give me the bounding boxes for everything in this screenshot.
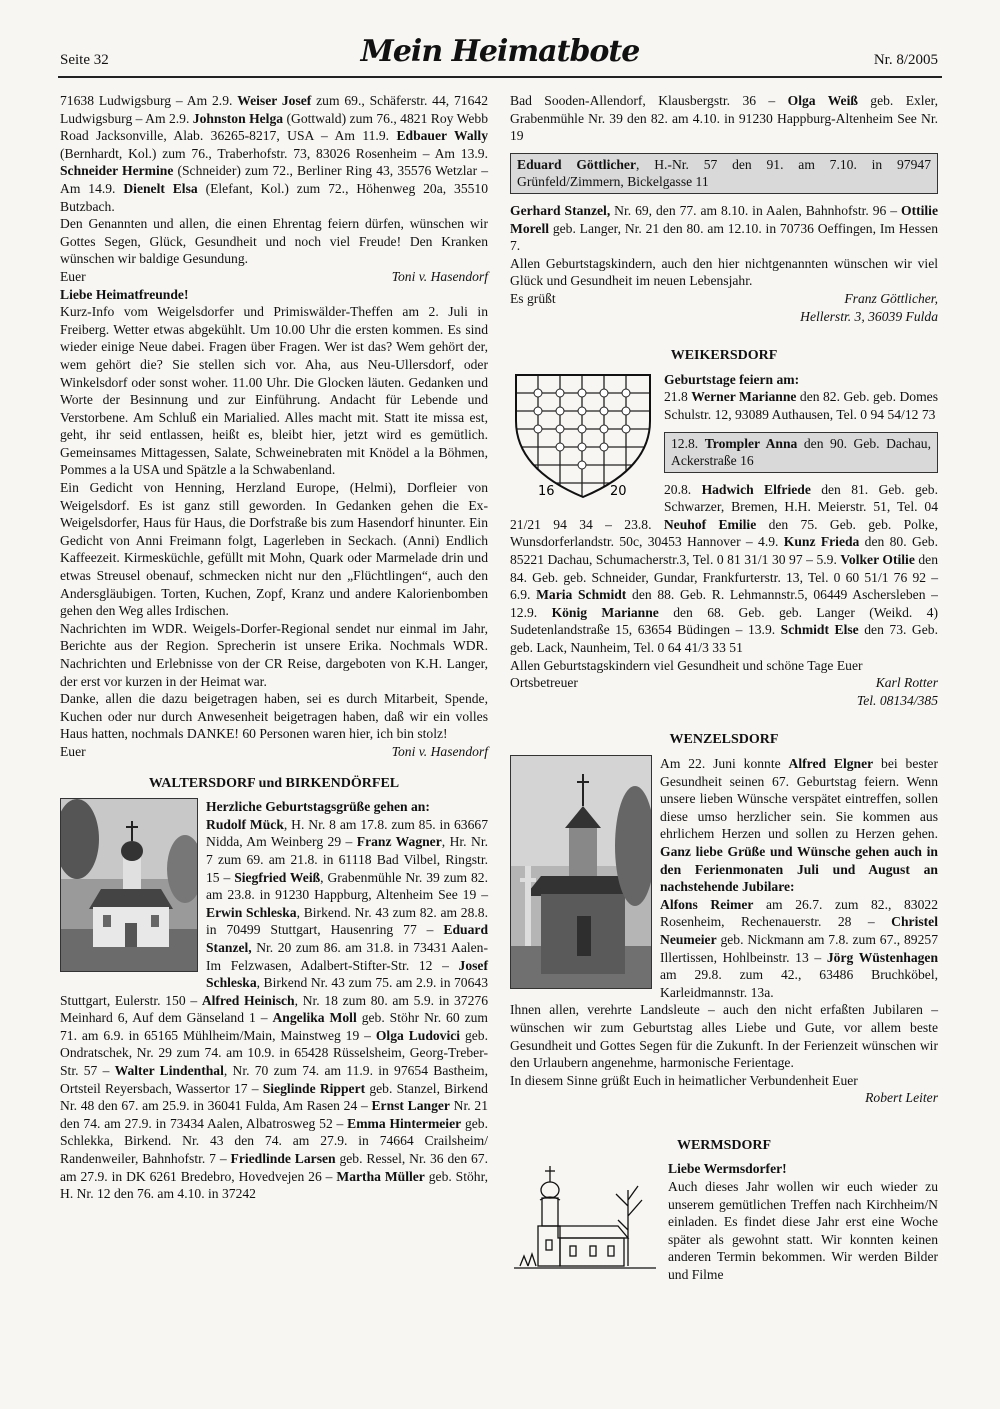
birthday-paragraph: Gerhard Stanzel, Nr. 69, den 77. am 8.10. in Aalen, Bahnhofstr. 96 – Ottilie Morell geb. Langer, Nr. 21 den 80. am 12.10. in 70736 Oeffingen, Im Hessen 7.	[510, 202, 938, 254]
church-sketch	[510, 1160, 660, 1280]
highlight-box: Eduard Göttlicher, H.-Nr. 57 den 91. am 7.10. in 97947 Grünfeld/Zimmern, Bickelgasse 11	[510, 153, 938, 194]
section-title-weikersdorf: WEIKERSDORF	[670, 348, 778, 364]
shield-icon	[510, 371, 656, 501]
page-number: Seite 32	[60, 52, 109, 68]
masthead-title: Mein Heimatbote	[360, 34, 640, 69]
waltersdorf-birthdays: Herzliche Geburtstagsgrüße gehen an: Rudolf Mück, H. Nr. 8 am 17.8. zum 85. in 63667 Nidda, Am Weinberg 29 – Franz Wagner, Hr. Nr. 7 zum 69. am 21.8. in 61118 Bad Vilbel, Ringstr. 15 – Siegfried Weiß, Grabenmühle Nr. 39 zum 82. am 23.8. in 91230 Happburg, Altenheim See 19 – Erwin Schleska, Birkend. Nr. 43 zum 82. am 28.8. in 70499 Stuttgart, Hausenring 77 – Eduard Stanzel, Nr. 20 zum 86. am 31.8. in 73431 Aalen-Im Felzwasen, Adalbert-Stifter-Str. 12 – Josef Schleska, Birkend Nr. 43 zum 75. am 2.9. in 70643 Stuttgart, Eulerstr. 150 – Alfred Heinisch, Nr. 18 zum 80. am 5.9. in 37276 Meinhard 6, Auf dem Gänseland 1 – Angelika Moll geb. Stöhr Nr. 60 zum 71. am 6.9. in 65165 Mühlheim/Main, Mainstweg 19 – Olga Ludovici geb. Ondratschek, Nr. 29 zum 74. am 10.9. in 65428 Rüsselsheim, Georg-Treber-Str. 57 – Walter Lindenthal, Nr. 70 zum 74. am 11.9. in 97654 Bastheim, Ortsteil Reyersbach, Wassertor 17 – Sieglinde Rippert geb. Stanzel, Birkend Nr. 48 den 67. am 25.9. in 36041 Fulda, Am Rasen 24 – Ernst Langer Nr. 21 den 74. am 27.9. in 73434 Aalen, Albatrosweg 52 – Emma Hintermeier geb. Schlekka, Birkend. Nr. 43 den 74. am 27.9. in 74664 Crailsheim/ Randenweiler, Bahnhofstr. 7 – Friedlinde Larsen geb. Ressel, Nr. 36 den 67. am 27.9. in DK 6261 Bredebro, Hovedvejen 26 – Martha Müller geb. Stöhr, H. Nr. 12 den 76. am 4.10. in 37242	[60, 799, 489, 1202]
section-title-wermsdorf: WERMSDORF	[676, 1137, 772, 1153]
wenzelsdorf-text: Am 22. Juni konnte Alfred Elgner bei bester Gesundheit seinen 67. Geburtstag feiern. Wenn unsere lieben Wünsche verspätet eintreffen, sollen diese umso herzlicher sein. Sie kommen aus ehrlichem Herzen und sollen zu Herzen gehen. Ganz liebe Grüße und Wünsche gehen auch in den Ferienmonaten Juli und August an nachstehende Jubilare: Alfons Reimer am 26.7. zum 82., 83022 Rosenheim, Rechenauerstr. 28 – Christel Neumeier geb. Nickmann am 7.8. zum 67., 89257 Illertissen, Hohlbeinstr. 13 – Jörg Wüstenhagen am 29.8. zum 42., 63486 Bruchköbel, Karleidmannstr. 13a.	[660, 756, 939, 1000]
weikersdorf-intro: Geburtstage feiern am: 21.8 Werner Marianne den 82. Geb. geb. Domes Schulstr. 12, 93089 Authausen, Tel. 0 94 54/12 73	[664, 371, 938, 422]
coat-of-arms	[510, 371, 656, 501]
birthday-continuation: Bad Sooden-Allendorf, Klausbergstr. 36 – Olga Weiß geb. Exler, Grabenmühle Nr. 39 den 82. am 4.10. in 91230 Happburg-Altenheim See Nr. 19	[510, 93, 939, 144]
wenzelsdorf-wishes: Ihnen allen, verehrte Landsleute – auch den nicht erfaßten Jubilaren – wünschen wir zum Geburtstag alles Liebe und Gute, vor allem beste Gesundheit und Gottes Segen für die Zukunft. In der Ferienzeit wünschen wir den Urlaubern angenehme, harmonische Ferientage.	[510, 1002, 938, 1071]
wooden-chapel-image-icon	[511, 756, 651, 988]
article-paragraph: Danke, allen die dazu beigetragen haben, sei es durch Mitarbeit, Spende, Kuchen oder nur durch Anwesenheit beigetragen haben, daß wir ein volles Haus hatten, nochmals DANKE! 60 Personen waren hier, ich bin stolz!	[60, 691, 488, 742]
issue-number: Nr. 8/2005	[873, 52, 938, 68]
article-paragraph: Nachrichten im WDR. Weigels-Dorfer-Regional sendet nur einmal im Jahr, Berichte aus der Region. Sprecherin ist unsere Erika. Nochmals WDR. Nachrichten und Erlebnisse von der CR Reise, dargeboten von K.H. Langer, der erst vor kurzen in der Heimat war.	[60, 620, 488, 689]
birthday-list-paragraph: 71638 Ludwigsburg – Am 2.9. Weiser Josef zum 69., Schäferstr. 44, 71642 Ludwigsburg – Am 2.9. Johnston Helga (Gottwald) zum 76., 4821 Roy Webb Road Jacksonville, Alab. 36265-8217, USA – Am 11.9. Edbauer Wally (Bernhardt, Kol.) zum 76., Traberhofstr. 73, 83026 Rosenheim – Am 13.9. Schneider Hermine (Schneider) zum 72., Berliner Ring 43, 35576 Wetzlar – Am 14.9. Dienelt Elsa (Elefant, Kol.) zum 72., Höhenweg 20a, 35510 Butzbach.	[60, 93, 489, 214]
crest-year-left: 16	[538, 483, 555, 499]
signature-line: Euer Toni v. Hasendorf	[60, 268, 488, 284]
crest-year-right: 20	[610, 483, 627, 499]
section-title-wenzelsdorf: WENZELSDORF	[669, 732, 779, 748]
signature-line: Euer Toni v. Hasendorf	[60, 743, 488, 759]
wishes-paragraph: Allen Geburtstagskindern, auch den hier nichtgenannten wünschen wir viel Glück und Gesundheit im neuen Lebensjahr.	[510, 255, 938, 289]
weikersdorf-wishes: Allen Geburtstagskindern viel Gesundheit und schöne Tage Euer	[510, 657, 863, 673]
right-column	[510, 92, 938, 1284]
signature-line: Ortsbetreuer Karl Rotter	[510, 675, 938, 691]
wermsdorf-greeting: Liebe Wermsdorfer!	[668, 1161, 787, 1177]
signature-name: Robert Leiter	[865, 1090, 938, 1106]
article-paragraph: Ein Gedicht von Henning, Herzland Europe, (Helmi), Dorfleier von Weigelsdorf. Es ist ganz still geworden. In Gedanken gehen die Ex-Weigelsdorfer, Haus für Haus, die Dorfstraße bis zum Hasendorf hinunter. Ein Gedicht von Anni Freimann folgt, Lagerleben in Seckach. (Anni) Endlich Kaffeezeit. Kirmesküchle, gefüllt mit Mohn, Quark oder Marmelade drin und etwas Streusel obenauf, schmecken nicht nur den „Flüchtlingen“, auch den Andersgläubigen. Torten, Kuchen, Zopf, Kranz und andere Kalorienbomben gehen den Weg alles Irdischen.	[60, 480, 488, 619]
highlight-box: 12.8. Trompler Anna den 90. Geb. Dachau, Ackerstraße 16	[664, 432, 938, 473]
wooden-chapel-photo	[510, 755, 652, 989]
left-column	[60, 92, 488, 1203]
signature-address: Hellerstr. 3, 36039 Fulda	[800, 308, 938, 324]
chapel-photo	[60, 798, 198, 972]
wermsdorf-text: Auch dieses Jahr wollen wir euch wieder zu unserem gemütlichen Treffen nach Kirchheim/N einladen. Es findet diese Jahr erst eine Woche später als gewohnt statt. Wir konnten keinen anderen Termin bekommen. Wir werden Bilder und Filme	[668, 1179, 938, 1283]
wishes-paragraph: Den Genannten und allen, die einen Ehrentag feiern dürfen, wünschen wir Gottes Segen, Glück, Gesundheit und noch viel Freude! Den Kranken wünschen wir baldige Gesundung.	[60, 216, 488, 267]
greeting-heading: Liebe Heimatfreunde!	[60, 286, 189, 302]
article-paragraph: Kurz-Info vom Weigelsdorfer und Primiswälder-Theffen am 2. Juli in Freiberg. Wetter etwas abgekühlt. Um 10.00 Uhr die ersten kommen. Es sind wieder einige Neue dabei. Fragen über Fragen. Wer ist das? Wem gehört der, wem gehört die? Sie stellen sich vor. Aha, aus Neu-Ullersdorf, oder Winkelsdorf oder sonst woher. 11.00 Uhr. Die Glocken läuten. Gedanken und Worte der Besinnung und zur Einführung. Andacht für Lebende und Verstorbene. Am Schluß ein Marialied. Alles macht mit. Statt ite missa est, geht, ihr seid entlassen, heißt es, bleibt hier, jetzt wird es gemütlich. Gemeinsames Mittagessen, Salate, Schweinebraten mit Knödel a la Böhmen, Pommes a la USA und Spätzle a la Schwabenland.	[60, 304, 488, 478]
church-drawing-icon	[510, 1160, 660, 1280]
weikersdorf-birthdays: 20.8. Hadwich Elfriede den 81. Geb. geb. Schwarzer, Bremen, H.H. Meierstr. 51, Tel. 04 21/21 94 34 – 23.8. Neuhof Emilie den 75. Geb. geb. Polke, Wunsdorferlandstr. 50c, 30453 Hannover – 4.9. Kunz Frieda den 80. Geb. 85221 Dachau, Schumacherstr.3, Tel. 0 81 31/1 30 97 – 5.9. Volker Otilie den 84. Geb. geb. Schneider, Gundar, Frankfurterstr. 13, Tel. 0 60 51/1 76 92 – 6.9. Maria Schmidt den 88. Geb. R. Lehmannstr.5, 06449 Aschersleben –12.9. König Marianne den 68. Geb. geb. Langer (Weikd. 4) Sudetenlandstraße 15, 63654 Büdingen – 13.9. Schmidt Else den 73. Geb. geb. Lack, Naunheim, Tel. 0 64 41/3 33 51	[510, 481, 938, 656]
section-title-waltersdorf: WALTERSDORF und BIRKENDÖRFEL	[148, 775, 400, 791]
chapel-image-icon	[61, 799, 197, 971]
wenzelsdorf-closing: In diesem Sinne grüßt Euch in heimatlicher Verbundenheit Euer	[510, 1072, 858, 1088]
signature-line: Es grüßt Franz Göttlicher,	[510, 290, 938, 306]
header-rule	[58, 76, 942, 78]
signature-phone: Tel. 08134/385	[856, 692, 938, 708]
